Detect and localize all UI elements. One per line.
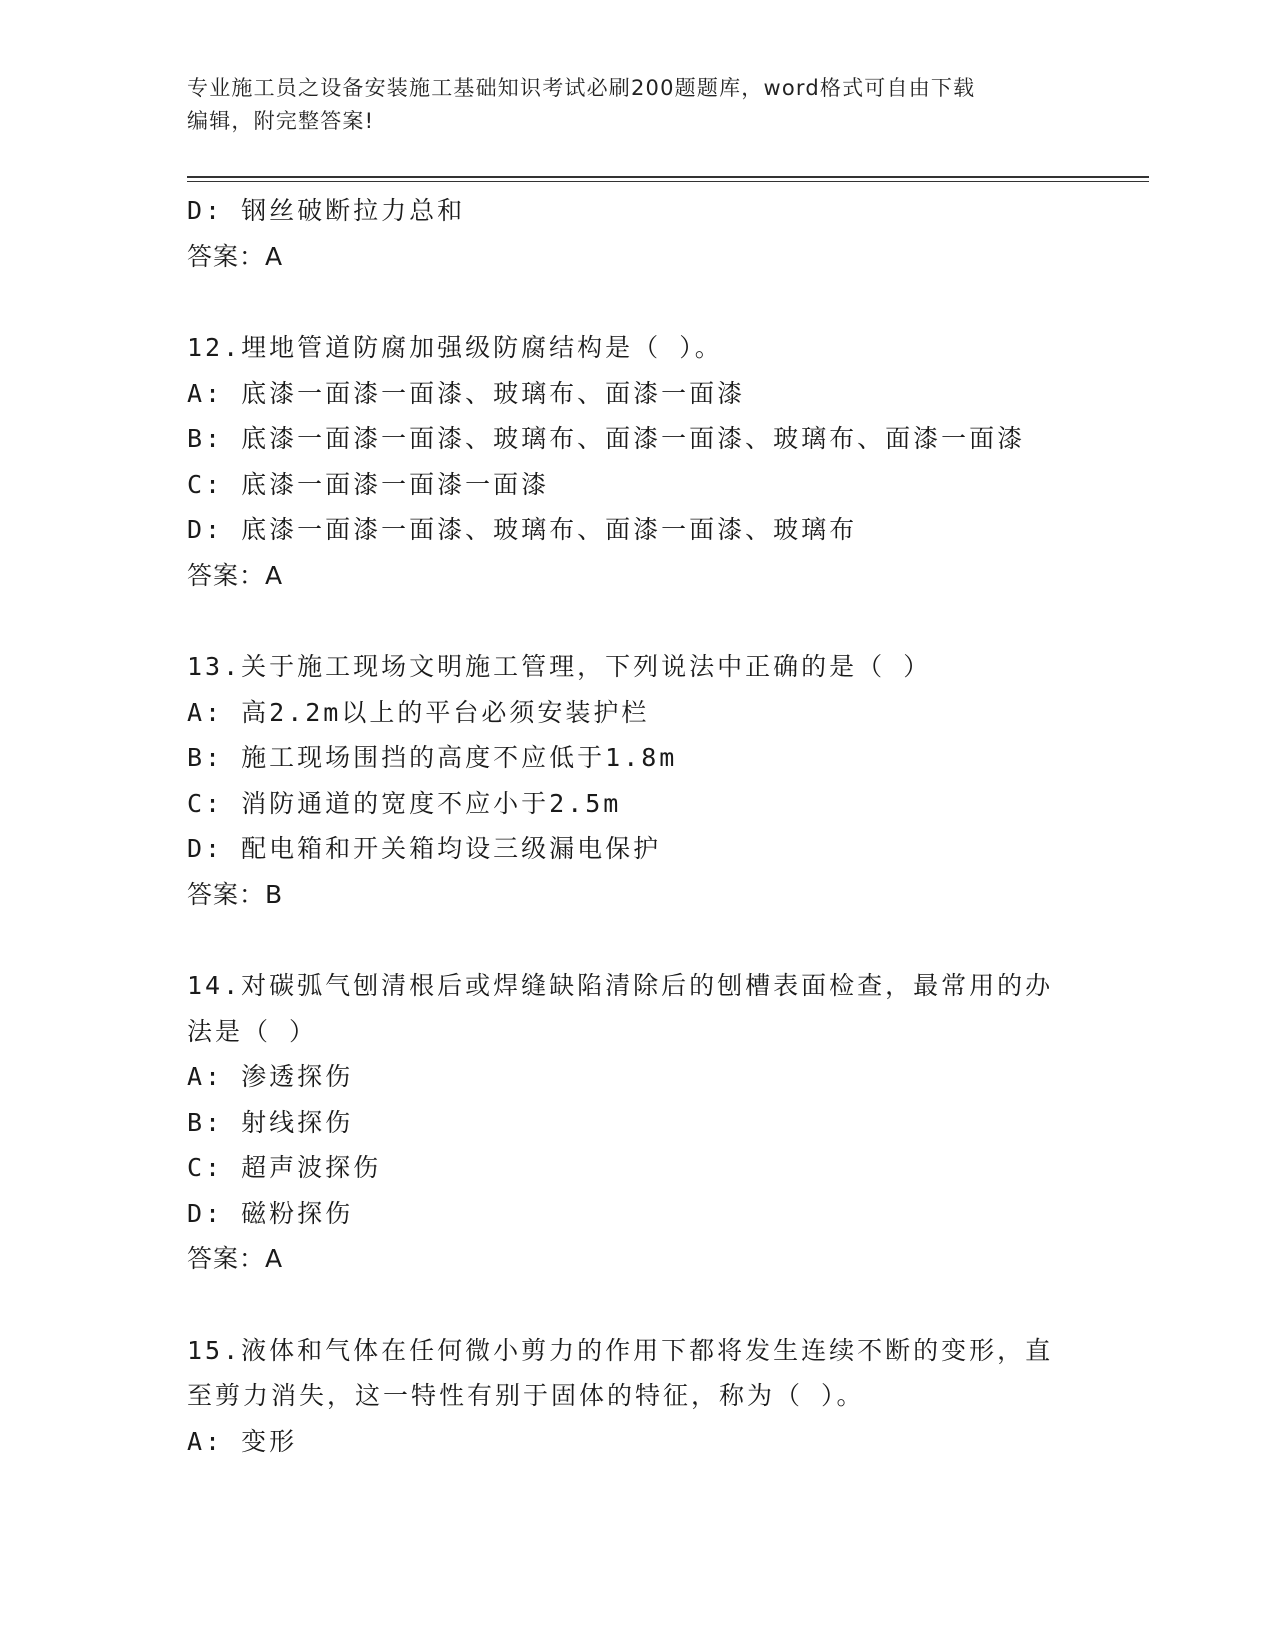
q13-option-a: A: 高2.2m以上的平台必须安装护栏 <box>187 697 650 727</box>
spacer <box>187 917 1087 963</box>
q15-question-line-1: 15.液体和气体在任何微小剪力的作用下都将发生连续不断的变形，直 <box>187 1335 1054 1365</box>
document-body <box>187 188 1087 1464</box>
q13-option-d: D: 配电箱和开关箱均设三级漏电保护 <box>187 834 662 863</box>
q12-answer: 答案：A <box>187 560 284 590</box>
q12-option-c: C: 底漆一面漆一面漆一面漆 <box>187 469 550 499</box>
q14-option-c: C: 超声波探伤 <box>187 1153 382 1182</box>
q14-question-line-2: 法是（ ） <box>187 1016 318 1046</box>
q14-option-b: B: 射线探伤 <box>187 1107 354 1137</box>
q12-option-b: B: 底漆一面漆一面漆、玻璃布、面漆一面漆、玻璃布、面漆一面漆 <box>187 424 1026 453</box>
q13-option-b: B: 施工现场围挡的高度不应低于1.8m <box>187 743 678 772</box>
q12-option-d: D: 底漆一面漆一面漆、玻璃布、面漆一面漆、玻璃布 <box>187 515 858 544</box>
spacer <box>187 598 1087 644</box>
header-title-line-2: 编辑，附完整答案! <box>187 109 375 133</box>
q12-question: 12.埋地管道防腐加强级防腐结构是（ ）。 <box>187 333 723 362</box>
prev-answer: 答案：A <box>187 241 284 271</box>
document-header <box>187 72 1067 138</box>
header-divider-thick <box>187 176 1149 178</box>
spacer <box>187 279 1087 325</box>
q13-question: 13.关于施工现场文明施工管理，下列说法中正确的是（ ） <box>187 652 932 681</box>
q14-question-line-1: 14.对碳弧气刨清根后或焊缝缺陷清除后的刨槽表面检查，最常用的办 <box>187 971 1054 1000</box>
q14-answer: 答案：A <box>187 1244 284 1273</box>
spacer <box>187 1282 1087 1328</box>
q12-option-a: A: 底漆一面漆一面漆、玻璃布、面漆一面漆 <box>187 378 746 408</box>
q15-question-line-2: 至剪力消失，这一特性有别于固体的特征，称为（ ）。 <box>187 1381 865 1410</box>
q13-answer: 答案：B <box>187 879 284 909</box>
header-title-line-1: 专业施工员之设备安装施工基础知识考试必刷200题题库，word格式可自由下载 <box>187 76 976 100</box>
q14-option-d: D: 磁粉探伤 <box>187 1198 354 1228</box>
q15-option-a: A: 变形 <box>187 1426 298 1456</box>
prev-option-d: D: 钢丝破断拉力总和 <box>187 196 466 225</box>
q13-option-c: C: 消防通道的宽度不应小于2.5m <box>187 788 622 818</box>
header-divider-thin <box>187 181 1149 182</box>
q14-option-a: A: 渗透探伤 <box>187 1062 354 1091</box>
